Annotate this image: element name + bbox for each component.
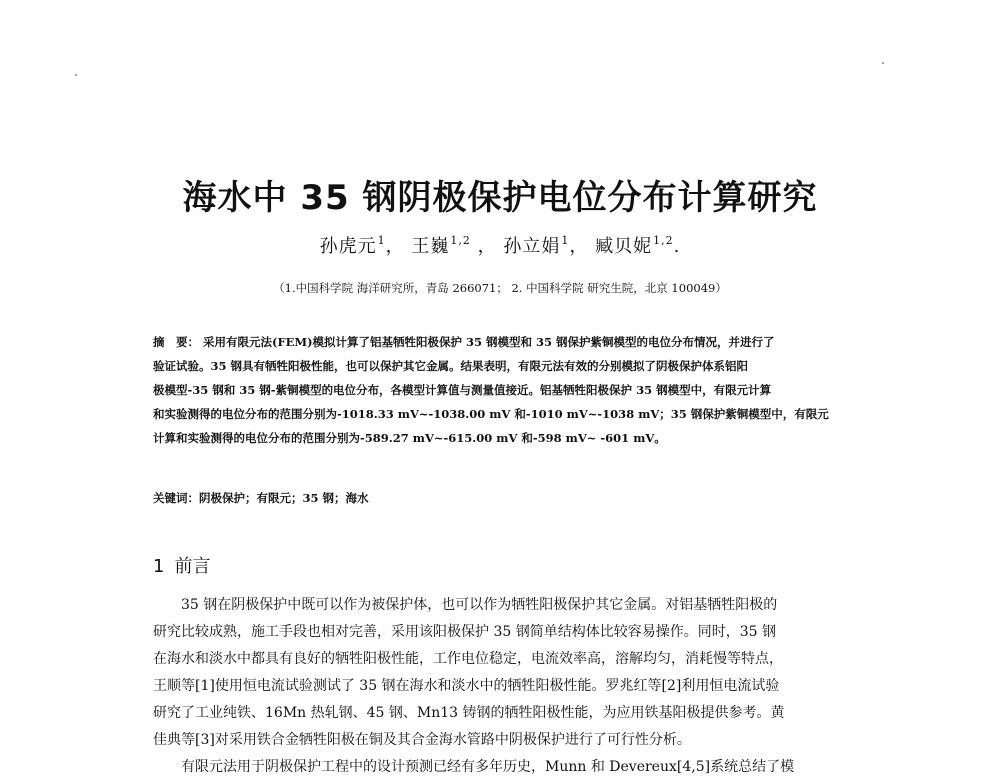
abstract-text: 采用有限元法(FEM)模拟计算了铝基牺牲阳极保护 35 钢模型和 35 钢保护紫铜模型的电位分布情况，并进行了	[203, 335, 775, 349]
author-name: 臧贝妮	[595, 236, 653, 257]
body-line: 35 钢在阴极保护中既可以作为被保护体，也可以作为牺牲阳极保护其它金属。对铝基牺牲阳极的	[181, 597, 778, 613]
section-heading	[153, 552, 210, 578]
body-line: 研究比较成熟，施工手段也相对完善，采用该阳极保护 35 钢简单结构体比较容易操作。同时，35 钢	[153, 624, 776, 640]
keywords-label: 关键词：	[153, 491, 199, 505]
scan-speck	[882, 62, 884, 64]
body-line: 王顺等[1]使用恒电流试验测试了 35 钢在海水和淡水中的牺牲阳极性能。罗兆红等[2]利用恒电流试验	[153, 678, 780, 694]
author-name: 孙立娟	[503, 236, 561, 257]
section-number: 1	[153, 556, 165, 577]
abstract-line: 计算和实验测得的电位分布的范围分别为-589.27 mV~-615.00 mV 和-598 mV~ -601 mV。	[153, 431, 666, 445]
scan-speck	[75, 74, 77, 76]
section-title: 前言	[174, 556, 211, 577]
author-list: 孙虎元$^1$， 王巍$^{1,2}$ ， 孙立娟$^1$， 臧贝妮$^{1,2}$.	[319, 234, 681, 257]
abstract-line: 和实验测得的电位分布的范围分别为-1018.33 mV~-1038.00 mV 和-1010 mV~-1038 mV；35 钢保护紫铜模型中，有限元	[153, 407, 829, 421]
abstract-label: 摘 要：	[153, 335, 199, 349]
body-line: 有限元法用于阴极保护工程中的设计预测已经有多年历史，Munn 和 Devereux[4,5]系统总结了模	[181, 759, 795, 775]
author-name: 孙虎元	[319, 236, 377, 257]
paper-title: 海水中 35 钢阴极保护电位分布计算研究	[182, 178, 818, 218]
author-name: 王巍	[411, 236, 450, 257]
keywords	[153, 490, 369, 506]
affiliation: （1.中国科学院 海洋研究所，青岛 266071； 2. 中国科学院 研究生院，北京 100049）	[273, 281, 727, 295]
abstract	[153, 330, 857, 450]
body-line: 在海水和淡水中都具有良好的牺牲阳极性能，工作电位稳定，电流效率高，溶解均匀，消耗慢等特点，	[153, 651, 783, 667]
keywords-text: 阴极保护；有限元；35 钢；海水	[199, 491, 369, 505]
author-affiliation-mark: 1	[377, 234, 386, 247]
author-affiliation-mark: 1,2	[450, 234, 471, 247]
abstract-line: 验证试验。35 钢具有牺牲阳极性能，也可以保护其它金属。结果表明，有限元法有效的分别模拟了阴极保护体系铝阳	[153, 359, 749, 373]
author-affiliation-mark: 1	[561, 234, 570, 247]
body-line: 研究了工业纯铁、16Mn 热轧钢、45 钢、Mn13 铸钢的牺牲阳极性能，为应用铁基阳极提供参考。黄	[153, 705, 785, 721]
body-paragraph	[153, 592, 859, 781]
author-affiliation-mark: 1,2	[653, 234, 674, 247]
abstract-line	[153, 330, 857, 354]
body-line: 佳典等[3]对采用铁合金牺牲阳极在铜及其合金海水管路中阴极保护进行了可行性分析。	[153, 732, 691, 748]
abstract-line: 极模型-35 钢和 35 钢-紫铜模型的电位分布，各模型计算值与测量值接近。铝基牺牲阳极保护 35 钢模型中，有限元计算	[153, 383, 772, 397]
